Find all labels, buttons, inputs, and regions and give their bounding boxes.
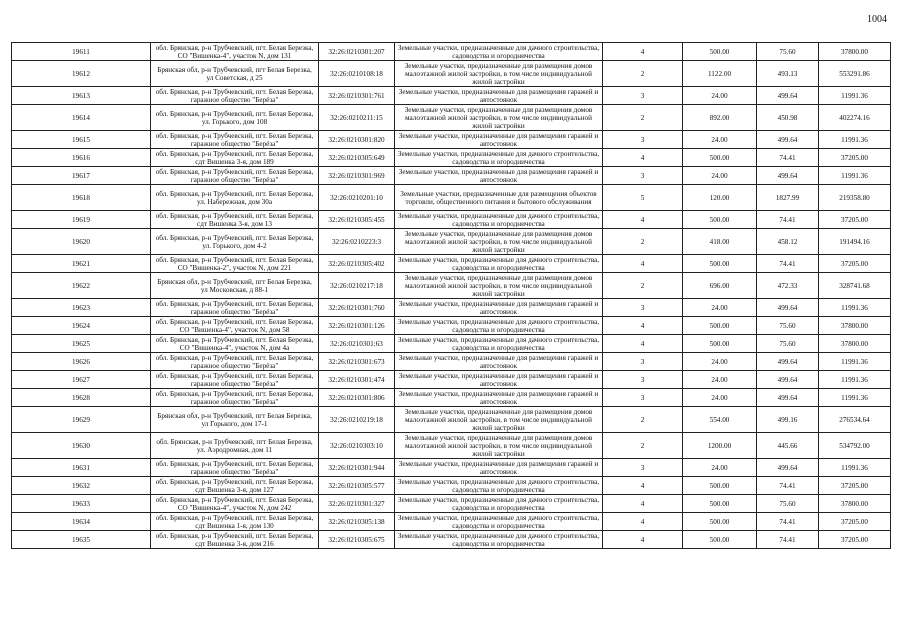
- area-cell: 1200.00: [683, 433, 757, 459]
- record-number-cell: 19622: [12, 273, 151, 299]
- table-row: [12, 273, 891, 299]
- table-row: [12, 255, 891, 273]
- address-cell: обл. Брянская, р-н Трубчевский, пгт. Белая Березка, гаражное общество "Берёза": [151, 459, 319, 477]
- table-row: [12, 105, 891, 131]
- land-use-type-cell: Земельные участки, предназначенные для размещения гаражей и автостоянок: [395, 353, 603, 371]
- land-use-type-cell: Земельные участки, предназначенные для дачного строительства, садоводства и огородничества: [395, 211, 603, 229]
- area-cell: 500.00: [683, 495, 757, 513]
- specific-value-cell: 499.16: [757, 407, 819, 433]
- record-number-cell: 19613: [12, 87, 151, 105]
- address-cell: обл. Брянская, р-н Трубчевский, пгт. Белая Березка, гаражное общество "Берёза": [151, 131, 319, 149]
- specific-value-cell: 499.64: [757, 389, 819, 407]
- address-cell: Брянская обл, р-н Трубчевский, пгт Белая Березка, ул Московская, д 88-1: [151, 273, 319, 299]
- use-group-cell: 4: [603, 477, 683, 495]
- specific-value-cell: 75.60: [757, 495, 819, 513]
- land-use-type-cell: Земельные участки, предназначенные для размещения объектов торговли, общественного питания и бытового обслуживания: [395, 185, 603, 211]
- specific-value-cell: 458.12: [757, 229, 819, 255]
- cadastral-value-cell: 37205.00: [819, 531, 891, 549]
- specific-value-cell: 499.64: [757, 131, 819, 149]
- cadastral-number-cell: 32:26:0210217:18: [319, 273, 395, 299]
- use-group-cell: 3: [603, 131, 683, 149]
- specific-value-cell: 499.64: [757, 299, 819, 317]
- use-group-cell: 4: [603, 43, 683, 61]
- specific-value-cell: 493.13: [757, 61, 819, 87]
- area-cell: 500.00: [683, 149, 757, 167]
- area-cell: 1122.00: [683, 61, 757, 87]
- land-use-type-cell: Земельные участки, предназначенные для размещения гаражей и автостоянок: [395, 371, 603, 389]
- land-use-type-cell: Земельные участки, предназначенные для дачного строительства, садоводства и огородничества: [395, 255, 603, 273]
- land-use-type-cell: Земельные участки, предназначенные для размещения гаражей и автостоянок: [395, 87, 603, 105]
- address-cell: обл. Брянская, р-н Трубчевский, пгт. Белая Березка, СО "Вишенка-4", участок N, дом 131: [151, 43, 319, 61]
- area-cell: 892.00: [683, 105, 757, 131]
- use-group-cell: 4: [603, 495, 683, 513]
- cadastral-value-cell: 11991.36: [819, 167, 891, 185]
- cadastral-number-cell: 32:26:0210201:10: [319, 185, 395, 211]
- cadastral-value-cell: 37205.00: [819, 149, 891, 167]
- use-group-cell: 4: [603, 211, 683, 229]
- area-cell: 500.00: [683, 335, 757, 353]
- area-cell: 500.00: [683, 43, 757, 61]
- area-cell: 24.00: [683, 353, 757, 371]
- area-cell: 24.00: [683, 371, 757, 389]
- area-cell: 24.00: [683, 87, 757, 105]
- use-group-cell: 5: [603, 185, 683, 211]
- cadastral-value-cell: 37205.00: [819, 255, 891, 273]
- cadastral-number-cell: 32:26:0210301:207: [319, 43, 395, 61]
- land-use-type-cell: Земельные участки, предназначенные для размещения гаражей и автостоянок: [395, 167, 603, 185]
- land-use-type-cell: Земельные участки, предназначенные для размещения домов малоэтажной жилой застройки, в том числе индивидуальной жилой застройки: [395, 61, 603, 87]
- land-use-type-cell: Земельные участки, предназначенные для размещения гаражей и автостоянок: [395, 299, 603, 317]
- cadastral-number-cell: 32:26:0210305:649: [319, 149, 395, 167]
- use-group-cell: 2: [603, 273, 683, 299]
- use-group-cell: 3: [603, 459, 683, 477]
- address-cell: Брянская обл, р-н Трубчевский, пгт Белая Березка, ул Горького, дом 17-1: [151, 407, 319, 433]
- land-use-type-cell: Земельные участки, предназначенные для дачного строительства, садоводства и огородничества: [395, 513, 603, 531]
- specific-value-cell: 74.41: [757, 211, 819, 229]
- area-cell: 500.00: [683, 477, 757, 495]
- record-number-cell: 19625: [12, 335, 151, 353]
- cadastral-value-cell: 11991.36: [819, 299, 891, 317]
- table-body: [12, 43, 891, 549]
- land-use-type-cell: Земельные участки, предназначенные для размещения гаражей и автостоянок: [395, 389, 603, 407]
- address-cell: обл. Брянская, р-н Трубчевский, пгт. Белая Березка, сдт Вишенка 1-я, дом 130: [151, 513, 319, 531]
- area-cell: 500.00: [683, 513, 757, 531]
- cadastral-value-cell: 534792.00: [819, 433, 891, 459]
- area-cell: 500.00: [683, 531, 757, 549]
- land-use-type-cell: Земельные участки, предназначенные для дачного строительства, садоводства и огородничества: [395, 317, 603, 335]
- cadastral-number-cell: 32:26:0210301:806: [319, 389, 395, 407]
- table-row: [12, 407, 891, 433]
- use-group-cell: 2: [603, 61, 683, 87]
- specific-value-cell: 1827.99: [757, 185, 819, 211]
- table-row: [12, 185, 891, 211]
- specific-value-cell: 74.41: [757, 255, 819, 273]
- address-cell: обл. Брянская, р-н Трубчевский, пгт. Белая Березка, гаражное общество "Берёза": [151, 167, 319, 185]
- cadastral-value-cell: 37205.00: [819, 513, 891, 531]
- record-number-cell: 19634: [12, 513, 151, 531]
- table-row: [12, 299, 891, 317]
- address-cell: обл. Брянская, р-н Трубчевский, пгт. Белая Березка, ул. Набережная, дом 30а: [151, 185, 319, 211]
- cadastral-value-cell: 11991.36: [819, 131, 891, 149]
- use-group-cell: 2: [603, 433, 683, 459]
- land-use-type-cell: Земельные участки, предназначенные для дачного строительства, садоводства и огородничества: [395, 149, 603, 167]
- cadastral-number-cell: 32:26:0210211:15: [319, 105, 395, 131]
- record-number-cell: 19624: [12, 317, 151, 335]
- table-row: [12, 513, 891, 531]
- address-cell: обл. Брянская, р-н Трубчевский, пгт. Белая Березка, СО "Вишенка-4", участок N, дом 58: [151, 317, 319, 335]
- cadastral-number-cell: 32:26:0210305:402: [319, 255, 395, 273]
- table-row: [12, 389, 891, 407]
- cadastral-value-table: [11, 42, 891, 549]
- cadastral-number-cell: 32:26:0210301:126: [319, 317, 395, 335]
- cadastral-number-cell: 32:26:0210305:138: [319, 513, 395, 531]
- use-group-cell: 3: [603, 167, 683, 185]
- cadastral-number-cell: 32:26:0210219:18: [319, 407, 395, 433]
- use-group-cell: 3: [603, 299, 683, 317]
- cadastral-value-cell: 191494.16: [819, 229, 891, 255]
- table-row: [12, 459, 891, 477]
- use-group-cell: 4: [603, 149, 683, 167]
- land-use-type-cell: Земельные участки, предназначенные для дачного строительства, садоводства и огородничества: [395, 43, 603, 61]
- area-cell: 418.00: [683, 229, 757, 255]
- table-row: [12, 353, 891, 371]
- use-group-cell: 4: [603, 531, 683, 549]
- cadastral-value-cell: 37800.00: [819, 43, 891, 61]
- record-number-cell: 19612: [12, 61, 151, 87]
- record-number-cell: 19616: [12, 149, 151, 167]
- land-use-type-cell: Земельные участки, предназначенные для размещения гаражей и автостоянок: [395, 459, 603, 477]
- record-number-cell: 19623: [12, 299, 151, 317]
- area-cell: 554.00: [683, 407, 757, 433]
- record-number-cell: 19632: [12, 477, 151, 495]
- land-use-type-cell: Земельные участки, предназначенные для размещения домов малоэтажной жилой застройки, в том числе индивидуальной жилой застройки: [395, 407, 603, 433]
- use-group-cell: 3: [603, 371, 683, 389]
- land-use-type-cell: Земельные участки, предназначенные для дачного строительства, садоводства и огородничества: [395, 531, 603, 549]
- specific-value-cell: 450.98: [757, 105, 819, 131]
- cadastral-number-cell: 32:26:0210305:577: [319, 477, 395, 495]
- address-cell: обл. Брянская, р-н Трубчевский, пгт. Белая Березка, СО "Вишенка-4", участок N, дом 4а: [151, 335, 319, 353]
- cadastral-number-cell: 32:26:0210301:969: [319, 167, 395, 185]
- address-cell: обл. Брянская, р-н Трубчевский, пгт. Белая Березка, гаражное общество "Берёза": [151, 389, 319, 407]
- land-use-type-cell: Земельные участки, предназначенные для дачного строительства, садоводства и огородничества: [395, 335, 603, 353]
- address-cell: обл. Брянская, р-н Трубчевский, пгт Белая Березка, ул. Аэродромная, дом 11: [151, 433, 319, 459]
- land-use-type-cell: Земельные участки, предназначенные для дачного строительства, садоводства и огородничества: [395, 477, 603, 495]
- record-number-cell: 19626: [12, 353, 151, 371]
- cadastral-number-cell: 32:26:0210303:10: [319, 433, 395, 459]
- use-group-cell: 3: [603, 87, 683, 105]
- record-number-cell: 19621: [12, 255, 151, 273]
- table-row: [12, 335, 891, 353]
- specific-value-cell: 499.64: [757, 353, 819, 371]
- address-cell: обл. Брянская, р-н Трубчевский, пгт. Белая Березка, сдт Вишенка 3-я, дом 216: [151, 531, 319, 549]
- table-row: [12, 433, 891, 459]
- record-number-cell: 19619: [12, 211, 151, 229]
- use-group-cell: 2: [603, 105, 683, 131]
- use-group-cell: 4: [603, 335, 683, 353]
- record-number-cell: 19615: [12, 131, 151, 149]
- cadastral-number-cell: 32:26:0210301:761: [319, 87, 395, 105]
- specific-value-cell: 499.64: [757, 167, 819, 185]
- record-number-cell: 19627: [12, 371, 151, 389]
- cadastral-number-cell: 32:26:0210223:3: [319, 229, 395, 255]
- cadastral-number-cell: 32:26:0210108:18: [319, 61, 395, 87]
- address-cell: обл. Брянская, р-н Трубчевский, пгт. Белая Березка, ул. Горького, дом 4-2: [151, 229, 319, 255]
- cadastral-value-cell: 11991.36: [819, 389, 891, 407]
- specific-value-cell: 75.60: [757, 43, 819, 61]
- area-cell: 24.00: [683, 131, 757, 149]
- specific-value-cell: 74.41: [757, 477, 819, 495]
- table-row: [12, 229, 891, 255]
- use-group-cell: 2: [603, 407, 683, 433]
- table-row: [12, 61, 891, 87]
- cadastral-value-cell: 37800.00: [819, 495, 891, 513]
- address-cell: обл. Брянская, р-н Трубчевский, пгт. Белая Березка, СО "Вишенка-2", участок N, дом 221: [151, 255, 319, 273]
- area-cell: 696.00: [683, 273, 757, 299]
- address-cell: обл. Брянская, р-н Трубчевский, пгт. Белая Березка, гаражное общество "Берёза": [151, 353, 319, 371]
- cadastral-value-cell: 11991.36: [819, 353, 891, 371]
- address-cell: Брянская обл, р-н Трубчевский, пгт Белая Березка, ул Советская, д 25: [151, 61, 319, 87]
- table-row: [12, 131, 891, 149]
- cadastral-number-cell: 32:26:0210305:455: [319, 211, 395, 229]
- cadastral-number-cell: 32:26:0210301:327: [319, 495, 395, 513]
- cadastral-value-cell: 402274.16: [819, 105, 891, 131]
- table-row: [12, 211, 891, 229]
- land-use-type-cell: Земельные участки, предназначенные для размещения домов малоэтажной жилой застройки, в том числе индивидуальной жилой застройки: [395, 433, 603, 459]
- specific-value-cell: 499.64: [757, 87, 819, 105]
- address-cell: обл. Брянская, р-н Трубчевский, пгт. Белая Березка, гаражное общество "Берёза": [151, 299, 319, 317]
- use-group-cell: 3: [603, 389, 683, 407]
- cadastral-value-cell: 37800.00: [819, 317, 891, 335]
- specific-value-cell: 75.60: [757, 317, 819, 335]
- record-number-cell: 19630: [12, 433, 151, 459]
- land-use-type-cell: Земельные участки, предназначенные для дачного строительства, садоводства и огородничества: [395, 495, 603, 513]
- address-cell: обл. Брянская, р-н Трубчевский, пгт. Белая Березка, гаражное общество "Берёза": [151, 371, 319, 389]
- cadastral-number-cell: 32:26:0210301:63: [319, 335, 395, 353]
- table-row: [12, 149, 891, 167]
- record-number-cell: 19614: [12, 105, 151, 131]
- address-cell: обл. Брянская, р-н Трубчевский, пгт. Белая Березка, СО "Вишенка-4", участок N, дом 242: [151, 495, 319, 513]
- cadastral-value-cell: 11991.36: [819, 371, 891, 389]
- cadastral-value-cell: 553291.86: [819, 61, 891, 87]
- land-use-type-cell: Земельные участки, предназначенные для размещения домов малоэтажной жилой застройки, в том числе индивидуальной жилой застройки: [395, 229, 603, 255]
- area-cell: 24.00: [683, 299, 757, 317]
- use-group-cell: 4: [603, 255, 683, 273]
- cadastral-value-cell: 11991.36: [819, 87, 891, 105]
- table-row: [12, 317, 891, 335]
- address-cell: обл. Брянская, р-н Трубчевский, пгт. Белая Березка, гаражное общество "Берёза": [151, 87, 319, 105]
- use-group-cell: 4: [603, 513, 683, 531]
- use-group-cell: 4: [603, 317, 683, 335]
- cadastral-value-cell: 276534.64: [819, 407, 891, 433]
- cadastral-number-cell: 32:26:0210301:944: [319, 459, 395, 477]
- record-number-cell: 19635: [12, 531, 151, 549]
- cadastral-number-cell: 32:26:0210301:673: [319, 353, 395, 371]
- table-row: [12, 371, 891, 389]
- area-cell: 24.00: [683, 167, 757, 185]
- cadastral-value-cell: 37800.00: [819, 335, 891, 353]
- address-cell: обл. Брянская, р-н Трубчевский, пгт. Белая Березка, сдт Вишенка 3-я, дом 13: [151, 211, 319, 229]
- cadastral-number-cell: 32:26:0210301:474: [319, 371, 395, 389]
- table-row: [12, 477, 891, 495]
- land-use-type-cell: Земельные участки, предназначенные для размещения гаражей и автостоянок: [395, 131, 603, 149]
- area-cell: 500.00: [683, 211, 757, 229]
- cadastral-number-cell: 32:26:0210301:760: [319, 299, 395, 317]
- cadastral-number-cell: 32:26:0210305:675: [319, 531, 395, 549]
- specific-value-cell: 499.64: [757, 459, 819, 477]
- specific-value-cell: 445.66: [757, 433, 819, 459]
- cadastral-value-cell: 11991.36: [819, 459, 891, 477]
- area-cell: 500.00: [683, 255, 757, 273]
- specific-value-cell: 499.64: [757, 371, 819, 389]
- specific-value-cell: 74.41: [757, 531, 819, 549]
- record-number-cell: 19631: [12, 459, 151, 477]
- table-row: [12, 43, 891, 61]
- cadastral-number-cell: 32:26:0210301:820: [319, 131, 395, 149]
- area-cell: 120.00: [683, 185, 757, 211]
- record-number-cell: 19628: [12, 389, 151, 407]
- specific-value-cell: 472.33: [757, 273, 819, 299]
- cadastral-value-cell: 219358.80: [819, 185, 891, 211]
- record-number-cell: 19620: [12, 229, 151, 255]
- specific-value-cell: 74.41: [757, 149, 819, 167]
- area-cell: 24.00: [683, 389, 757, 407]
- area-cell: 500.00: [683, 317, 757, 335]
- table-row: [12, 495, 891, 513]
- table-row: [12, 167, 891, 185]
- record-number-cell: 19633: [12, 495, 151, 513]
- record-number-cell: 19629: [12, 407, 151, 433]
- cadastral-value-cell: 37205.00: [819, 211, 891, 229]
- address-cell: обл. Брянская, р-н Трубчевский, пгт. Белая Березка, ул. Горького, дом 108: [151, 105, 319, 131]
- area-cell: 24.00: [683, 459, 757, 477]
- page-number: 1004: [867, 14, 887, 25]
- specific-value-cell: 75.60: [757, 335, 819, 353]
- land-use-type-cell: Земельные участки, предназначенные для размещения домов малоэтажной жилой застройки, в том числе индивидуальной жилой застройки: [395, 105, 603, 131]
- cadastral-value-cell: 328741.68: [819, 273, 891, 299]
- cadastral-value-cell: 37205.00: [819, 477, 891, 495]
- table-row: [12, 87, 891, 105]
- record-number-cell: 19611: [12, 43, 151, 61]
- land-use-type-cell: Земельные участки, предназначенные для размещения домов малоэтажной жилой застройки, в том числе индивидуальной жилой застройки: [395, 273, 603, 299]
- table-row: [12, 531, 891, 549]
- record-number-cell: 19617: [12, 167, 151, 185]
- use-group-cell: 2: [603, 229, 683, 255]
- address-cell: обл. Брянская, р-н Трубчевский, пгт. Белая Березка, сдт Вишенка 3-я, дом 189: [151, 149, 319, 167]
- address-cell: обл. Брянская, р-н Трубчевский, пгт. Белая Березка, сдт Вишенка 3-я, дом 127: [151, 477, 319, 495]
- use-group-cell: 3: [603, 353, 683, 371]
- record-number-cell: 19618: [12, 185, 151, 211]
- specific-value-cell: 74.41: [757, 513, 819, 531]
